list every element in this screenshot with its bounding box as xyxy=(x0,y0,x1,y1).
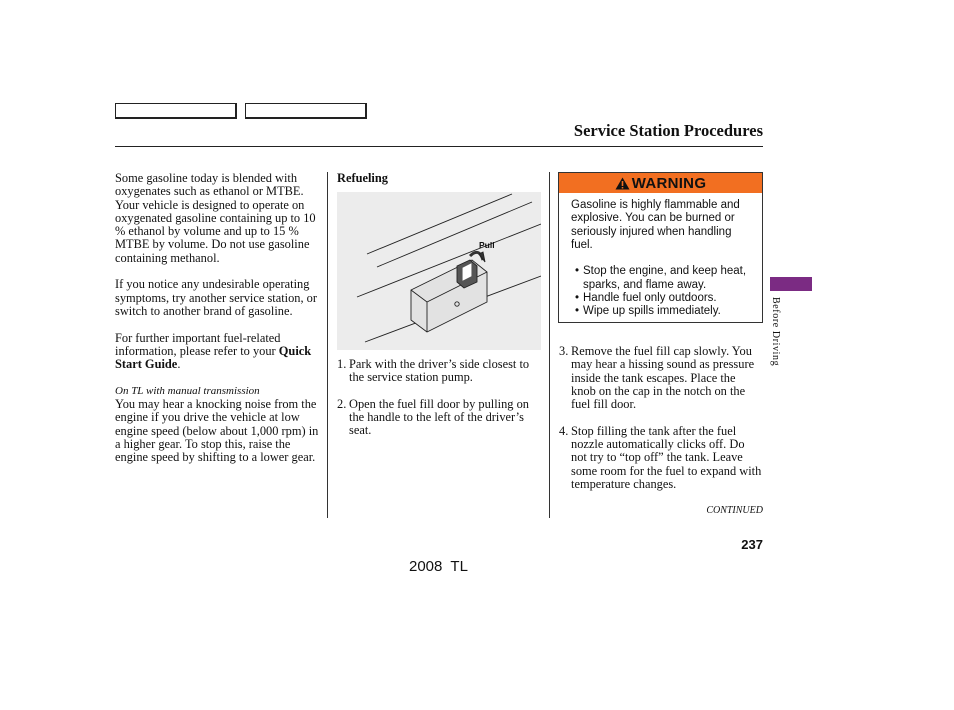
fuel-door-release-illustration xyxy=(337,192,541,350)
section-tab-marker[interactable] xyxy=(770,277,812,291)
step-number: 4. xyxy=(559,423,569,438)
step-4 xyxy=(559,425,763,491)
warning-bullet-text: Wipe up spills immediately. xyxy=(583,305,721,318)
continued-label: CONTINUED xyxy=(706,505,763,516)
warning-title: WARNING xyxy=(631,174,707,192)
warning-triangle-icon xyxy=(615,177,630,190)
warning-bullet-text: Handle fuel only outdoors. xyxy=(583,292,717,305)
column-divider-left xyxy=(327,172,328,518)
step-number: 1. xyxy=(337,357,347,371)
step-number: 3. xyxy=(559,344,569,358)
warning-bullet xyxy=(575,305,752,318)
bullet-dot-icon: • xyxy=(575,305,580,318)
warning-box xyxy=(558,172,763,323)
section-tab-label: Before Driving xyxy=(770,297,781,367)
step-text: Park with the driver’s side closest to the service station pump. xyxy=(349,357,530,385)
pull-label: Pull xyxy=(479,240,495,250)
left-column xyxy=(115,172,320,478)
step-text: Open the fuel fill door by pulling on the handle to the left of the driver’s seat. xyxy=(349,396,529,438)
warning-bullet-text: Stop the engine, and keep heat, sparks, and flame away. xyxy=(583,265,747,291)
quick-start-period: . xyxy=(177,357,181,372)
page-number: 237 xyxy=(741,537,763,552)
bullet-dot-icon: • xyxy=(575,265,580,278)
column-divider-right xyxy=(549,172,550,518)
refueling-heading: Refueling xyxy=(337,171,388,185)
warning-body xyxy=(559,193,762,319)
quick-start-guide-link[interactable]: Quick Start Guide xyxy=(115,343,312,372)
step-2 xyxy=(337,398,542,438)
title-divider xyxy=(115,146,763,147)
page-title: Service Station Procedures xyxy=(573,121,763,140)
knocking-paragraph: You may hear a knocking noise from the engine if you drive the vehicle at low engine speed (below about 1,000 rpm) in a higher gear. To stop this, raise the engine speed by shifting to a lower gear. xyxy=(115,397,319,465)
fuel-door-handle-drawing xyxy=(337,192,541,350)
warning-bullet xyxy=(575,265,752,292)
step-text: Stop filling the tank after the fuel nozzle automatically clicks off. Do not try to “top off” the tank. Leave some room for the fuel to expand with temperature changes. xyxy=(571,423,762,491)
right-steps xyxy=(559,345,763,505)
bullet-dot-icon: • xyxy=(575,292,580,305)
symptoms-paragraph: If you notice any undesirable operating symptoms, try another service station, or switch to another brand of gasoline. xyxy=(115,277,317,318)
oxygenates-paragraph: Some gasoline today is blended with oxygenates such as ethanol or MTBE. Your vehicle is designed to operate on oxygenated gasoline containing up to 10 % ethanol by volume and up to 15 % MTBE by volume. Do not use gasoline containing methanol. xyxy=(115,171,316,265)
step-3 xyxy=(559,345,763,411)
nav-tab-index[interactable] xyxy=(245,103,367,119)
manual-transmission-subhead: On TL with manual transmission xyxy=(115,384,260,397)
warning-bullet xyxy=(575,292,752,305)
middle-steps xyxy=(337,358,542,451)
nav-tab-main-menu[interactable] xyxy=(115,103,237,119)
step-number: 2. xyxy=(337,396,347,411)
quick-start-paragraph xyxy=(115,332,320,372)
model-footer: 2008 TL xyxy=(409,558,468,575)
step-1 xyxy=(337,358,542,385)
quick-start-text: For further important fuel-related information, please refer to your xyxy=(115,330,281,358)
warning-intro: Gasoline is highly flammable and explosive. You can be burned or seriously injured when handling fuel. xyxy=(571,199,740,251)
warning-header xyxy=(559,173,762,193)
warning-bullets xyxy=(571,265,752,318)
step-text: Remove the fuel fill cap slowly. You may hear a hissing sound as pressure inside the tank escapes. Place the knob on the cap in the notch on the fuel fill door. xyxy=(571,344,755,412)
